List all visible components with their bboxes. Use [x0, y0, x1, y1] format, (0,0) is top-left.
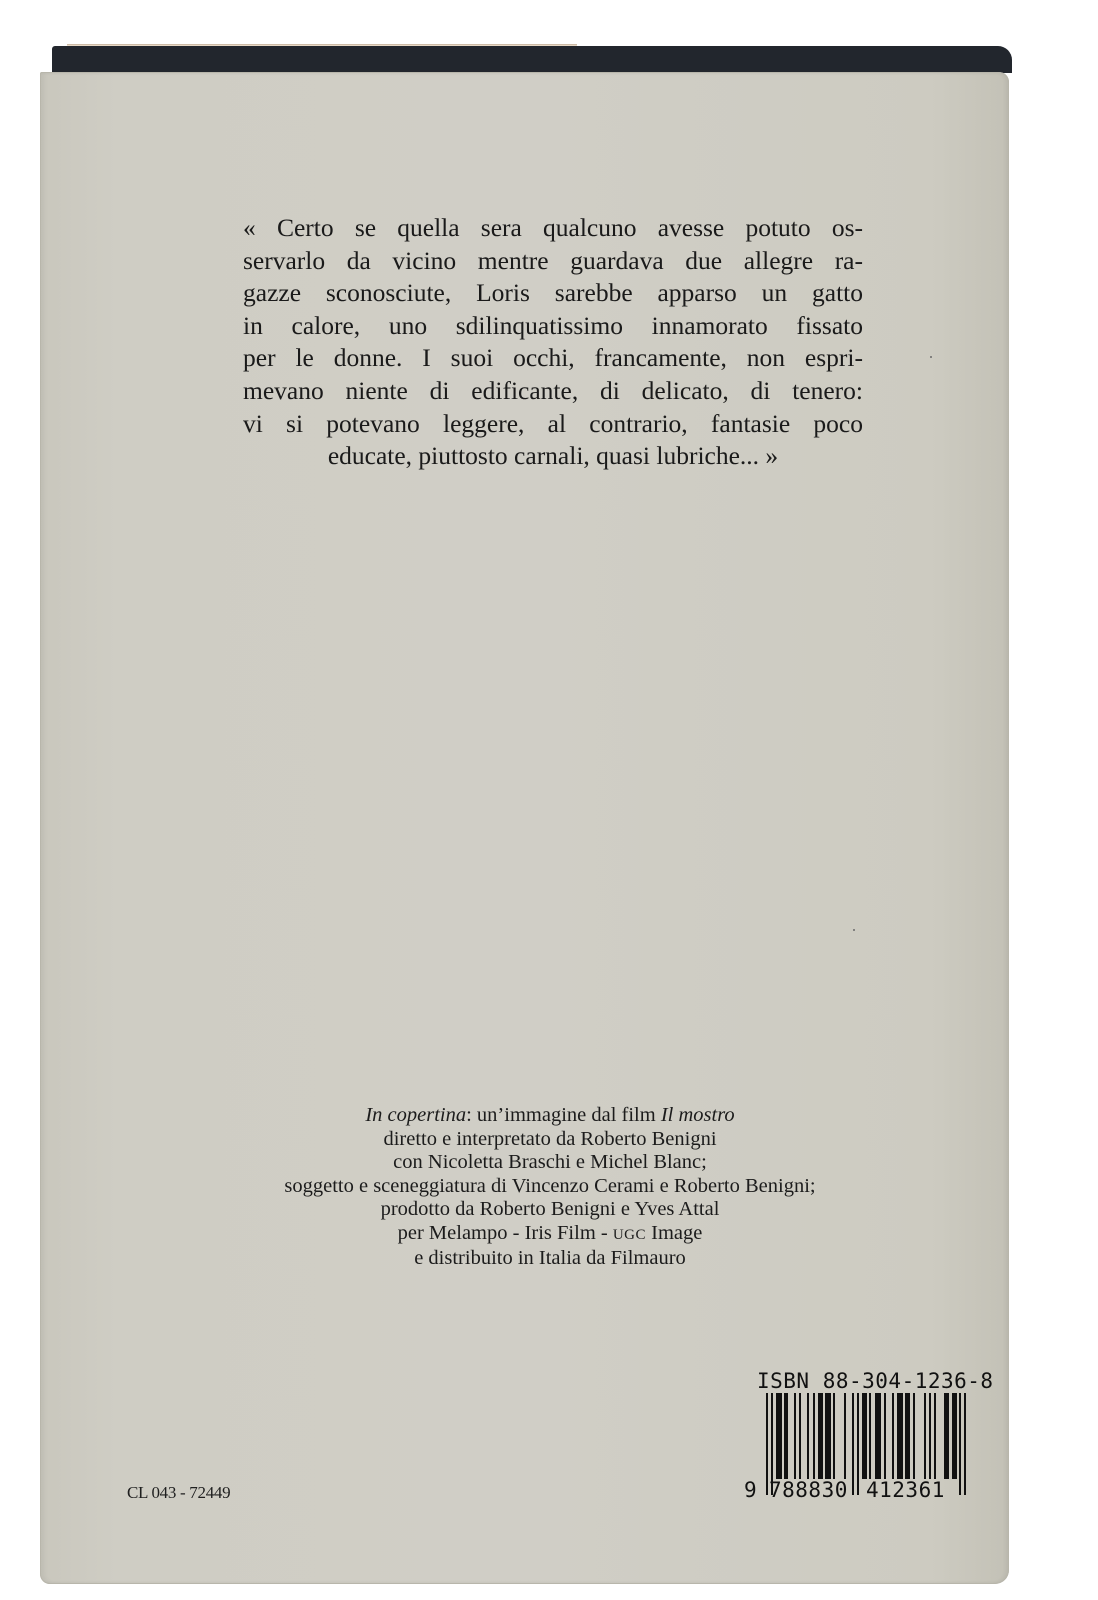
catalog-code: CL 043 - 72449: [127, 1483, 231, 1502]
quote-line: gazze sconosciute, Loris sarebbe apparso un gatto: [243, 278, 863, 308]
cover-speck: [853, 929, 855, 931]
credits-text: Image: [646, 1221, 703, 1244]
credits-text: per Melampo - Iris Film -: [397, 1221, 613, 1244]
credits-line: prodotto da Roberto Benigni e Yves Attal: [380, 1198, 720, 1220]
credits-line: [180, 1104, 920, 1128]
quote-line: in calore, uno sdilinquatissimo innamorato fissato: [243, 310, 863, 340]
credits-line: diretto e interpretato da Roberto Benigni: [383, 1127, 717, 1150]
quote-line: servarlo da vicino mentre guardava due allegre ra-: [243, 245, 863, 275]
quote-line: vi si potevano leggere, al contrario, fantasie poco: [243, 408, 863, 438]
quote-line: educate, piuttosto carnali, quasi lubriche... »: [327, 441, 779, 471]
credits-line: e distribuito in Italia da Filmauro: [414, 1247, 686, 1269]
credits-smallcaps: UGC: [612, 1226, 647, 1243]
credits-line: con Nicoletta Braschi e Michel Blanc;: [393, 1151, 707, 1173]
quote-line: « Certo se quella sera qualcuno avesse potuto os-: [243, 213, 863, 242]
cover-speck: [930, 356, 932, 358]
barcode-digits-left: 788830: [769, 1478, 848, 1502]
credits-line: [180, 1222, 920, 1248]
credits-line: soggetto e sceneggiatura di Vincenzo Cerami e Roberto Benigni;: [284, 1174, 816, 1197]
blurb-quote: [243, 212, 863, 473]
film-title: Il mostro: [660, 1104, 735, 1126]
barcode-digits-right: 412361: [866, 1478, 945, 1502]
quote-line: per le donne. I suoi occhi, francamente, non espri-: [243, 343, 863, 373]
board-top-edge: [52, 46, 1012, 73]
isbn-label: ISBN 88-304-1236-8: [757, 1369, 994, 1393]
cover-credits: [180, 1104, 920, 1271]
credits-label: In copertina: [365, 1104, 467, 1126]
credits-text: : un’immagine dal film: [466, 1104, 661, 1126]
barcode-digit-first: 9: [744, 1478, 757, 1502]
quote-line: mevano niente di edificante, di delicato, di tenero:: [243, 375, 863, 405]
